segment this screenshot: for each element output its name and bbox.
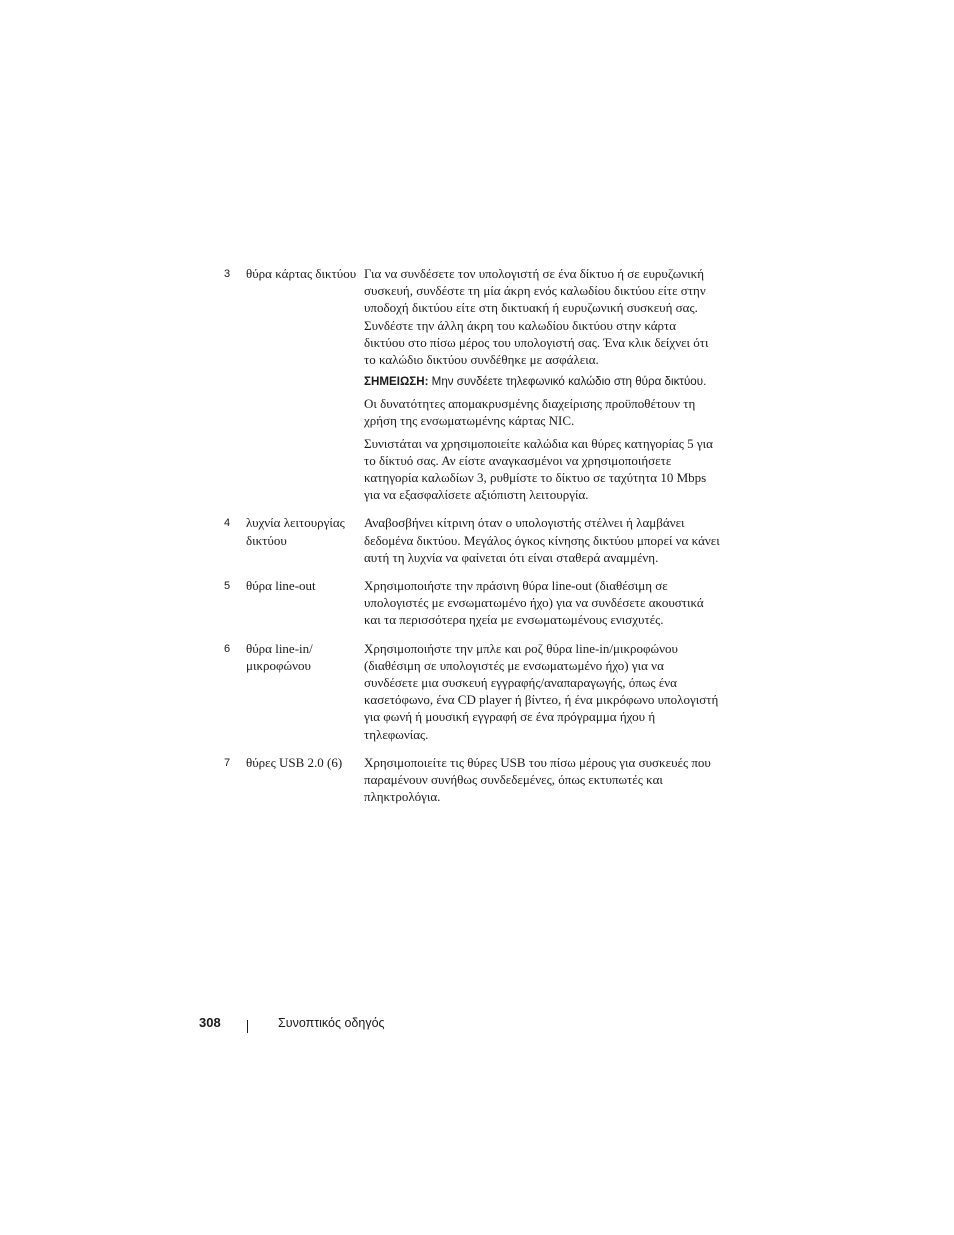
list-item: [224, 577, 724, 634]
page-number: 308: [199, 1015, 221, 1030]
list-item: [224, 514, 724, 571]
item-label: θύρα line-in/μικροφώνου: [246, 640, 313, 673]
note-text: Μην συνδέετε τηλεφωνικό καλώδιο στη θύρα δικτύου.: [428, 375, 707, 389]
item-description: [364, 265, 720, 508]
item-description: [364, 514, 720, 571]
item-label: θύρα κάρτας δικτύου: [246, 266, 357, 281]
item-label: θύρες USB 2.0 (6): [246, 754, 343, 770]
item-number: 7: [224, 756, 231, 769]
item-description: [364, 577, 720, 634]
description-paragraph: Αναβοσβήνει κίτρινη όταν ο υπολογιστής στέλνει ή λαμβάνει δεδομένα δικτύου. Μεγάλος όγκος κίνησης δικτύου μπορεί να κάνει αυτή τη λυχνία να φαίνεται ότι είναι σταθερά αναμμένη.: [364, 515, 720, 565]
item-label: λυχνία λειτουργίας δικτύου: [246, 515, 345, 548]
description-paragraph: Χρησιμοποιείτε τις θύρες USB του πίσω μέρους για συσκευές που παραμένουν συνήθως συνδεδεμένες, όπως εκτυπωτές και πληκτρολόγια.: [364, 754, 711, 805]
list-item: [224, 640, 724, 748]
item-number: 3: [224, 268, 231, 280]
item-list: [224, 265, 724, 816]
item-number: 5: [224, 580, 231, 593]
item-number: 4: [224, 517, 231, 530]
list-item: [224, 265, 724, 508]
note-label: ΣΗΜΕΙΩΣΗ:: [364, 375, 429, 389]
note: [364, 373, 720, 390]
description-paragraph: Για να συνδέσετε τον υπολογιστή σε ένα δίκτυο ή σε ευρυζωνική συσκευή, συνδέστε τη μία άκρη ενός καλωδίου δικτύου είτε στην υποδοχή δικτύου είτε στη δικτυακή ή ευρυζωνική συσκευή σας. Συνδέστε την άλλη άκρη του καλωδίου δικτύου στην κάρτα δικτύου στο πίσω μέρος του υπολογιστή σας. Ένα κλικ δείχνει ότι το καλώδιο δικτύου συνδέθηκε με ασφάλεια.: [364, 266, 709, 368]
footer-separator: [247, 1020, 248, 1033]
item-description: [364, 754, 720, 811]
list-item: [224, 754, 724, 811]
footer-title: Συνοπτικός οδηγός: [278, 1016, 385, 1030]
item-number: 6: [224, 642, 231, 655]
description-paragraph: Συνιστάται να χρησιμοποιείτε καλώδια και θύρες κατηγορίας 5 για το δίκτυό σας. Αν είστε αναγκασμένοι να χρησιμοποιήσετε κατηγορία καλωδίων 3, ρυθμίστε το δίκτυο σε ταχύτητα 10 Mbps για να εξασφαλίσετε αξιόπιστη λειτουργία.: [364, 435, 713, 503]
item-description: [364, 640, 720, 748]
description-paragraph: Οι δυνατότητες απομακρυσμένης διαχείρισης προϋποθέτουν τη χρήση της ενσωματωμένης κάρτας NIC.: [364, 396, 696, 429]
description-paragraph: Χρησιμοποιήστε την πράσινη θύρα line-out (διαθέσιμη σε υπολογιστές με ενσωματωμένο ήχο) για να συνδέσετε ακουστικά και τα περισσότερα ηχεία με ενσωματωμένους ενισχυτές.: [364, 578, 704, 628]
description-paragraph: Χρησιμοποιήστε την μπλε και ροζ θύρα line-in/μικροφώνου (διαθέσιμη σε υπολογιστές με ενσωματωμένο ήχο) για να συνδέσετε μια συσκευή εγγραφής/αναπαραγωγής, όπως ένα κασετόφωνο, ένα CD player ή βίντεο, ή ένα μικρόφωνο υπολογιστή για φωνή ή μουσική εγγραφή σε ένα πρόγραμμα ήχου ή τηλεφωνίας.: [364, 640, 719, 742]
item-label: θύρα line-out: [246, 578, 316, 594]
